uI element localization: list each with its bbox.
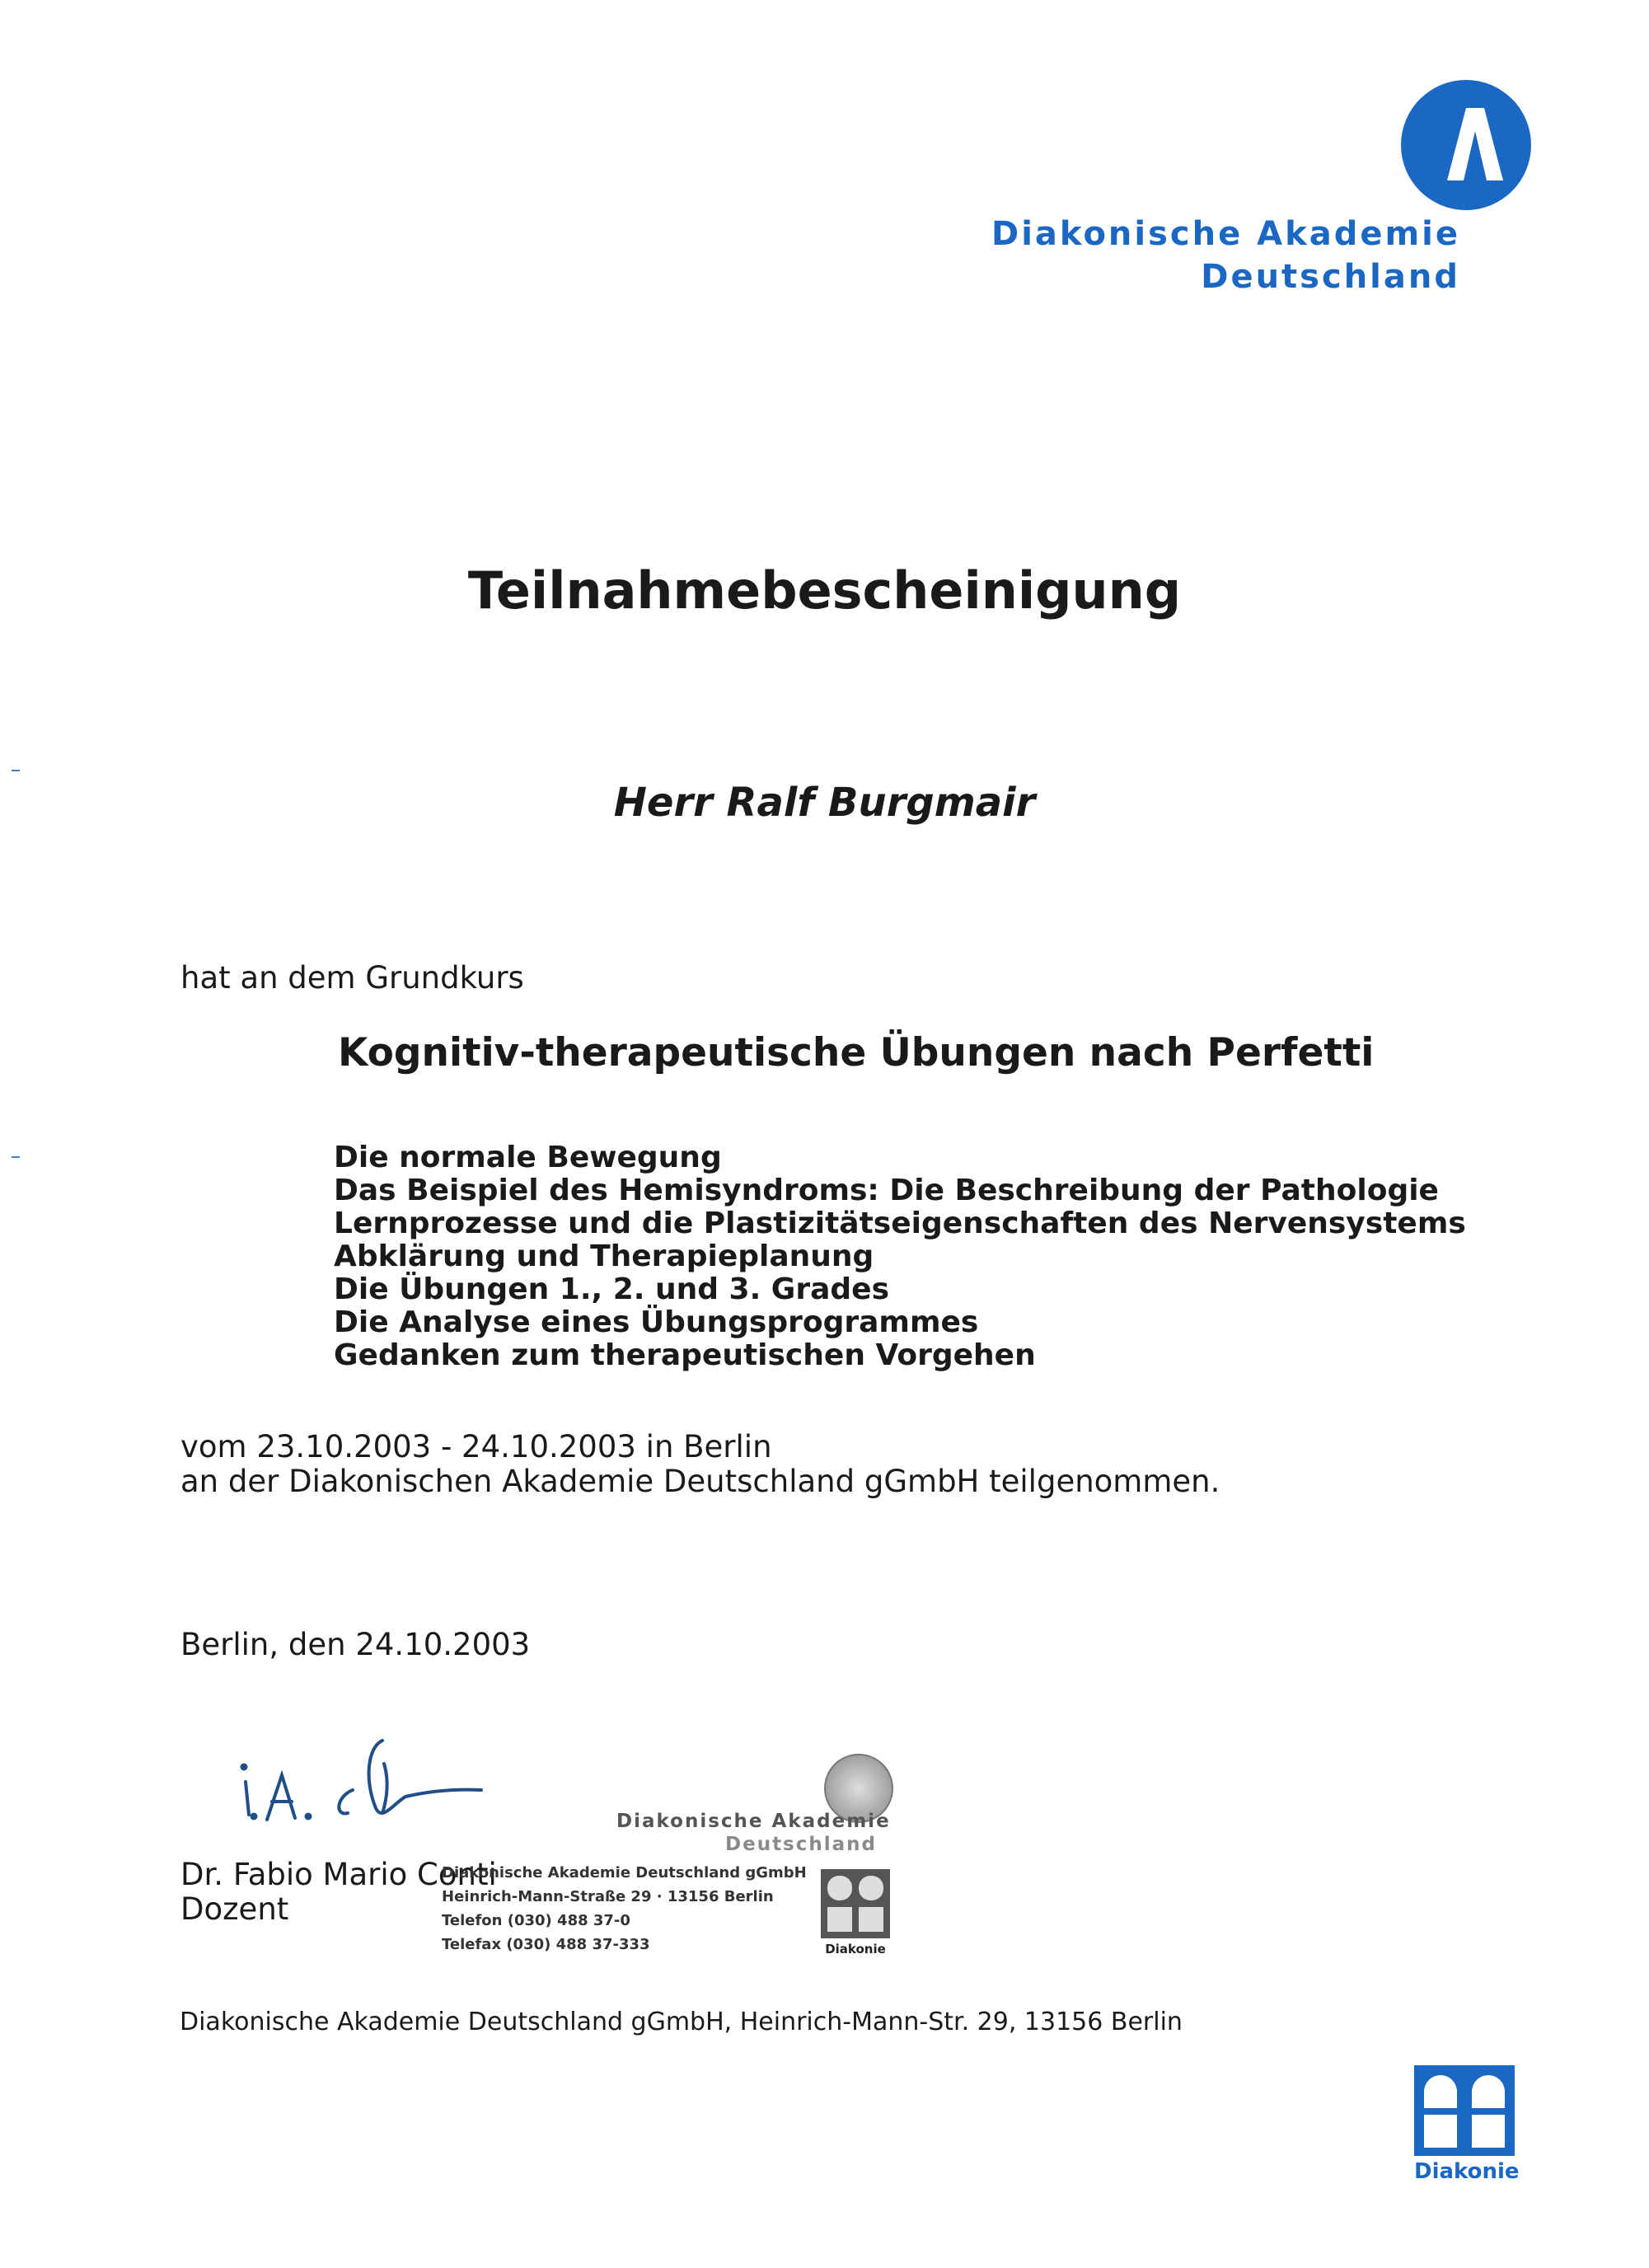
period-line: vom 23.10.2003 - 24.10.2003 in Berlin — [180, 1429, 772, 1464]
stamp-logo-label: Diakonie — [825, 1942, 886, 1956]
topic-item: Gedanken zum therapeutischen Vorgehen — [334, 1338, 1036, 1372]
topic-item: Das Beispiel des Hemisyndroms: Die Beschreibung der Pathologie — [334, 1174, 1439, 1207]
footer-address: Diakonische Akademie Deutschland gGmbH, Heinrich-Mann-Str. 29, 13156 Berlin — [180, 2008, 1183, 2036]
recipient-name: Herr Ralf Burgmair — [613, 780, 1036, 826]
course-title: Kognitiv-therapeutische Übungen nach Perfetti — [338, 1030, 1375, 1075]
topic-item: Die normale Bewegung — [334, 1141, 722, 1174]
org-name-line1: Diakonische Akademie — [991, 215, 1460, 253]
topic-item: Die Übungen 1., 2. und 3. Grades — [334, 1272, 889, 1306]
stamp-street: Heinrich-Mann-Straße 29 · 13156 Berlin — [442, 1888, 774, 1905]
stamp-fax: Telefax (030) 488 37-333 — [442, 1936, 650, 1953]
topic-item: Lernprozesse und die Plastizitätseigenschaften des Nervensystems — [334, 1207, 1466, 1240]
org-name-line2: Deutschland — [1201, 258, 1460, 296]
stamp-heading-line1: Diakonische Akademie — [616, 1811, 891, 1832]
topic-item: Die Analyse eines Übungsprogrammes — [334, 1305, 979, 1339]
handwritten-signature — [229, 1731, 501, 1841]
diakonie-cross-icon — [1414, 2065, 1515, 2156]
stamp-phone: Telefon (030) 488 37-0 — [442, 1912, 630, 1929]
akademie-logo-icon — [1401, 80, 1531, 210]
place-date: Berlin, den 24.10.2003 — [180, 1627, 531, 1662]
signer-name: Dr. Fabio Mario Conti — [180, 1857, 497, 1892]
margin-mark — [12, 770, 20, 771]
intro-text: hat an dem Grundkurs — [180, 960, 524, 996]
diakonie-cross-icon — [821, 1869, 890, 1938]
margin-mark — [12, 1156, 20, 1158]
stamp-heading — [616, 1810, 891, 1856]
stamp-address — [442, 1861, 807, 1956]
topic-item: Abklärung und Therapieplanung — [334, 1239, 874, 1273]
topic-list — [334, 1141, 1466, 1372]
signer-role: Dozent — [180, 1891, 289, 1927]
stamp-heading-line2: Deutschland — [725, 1834, 877, 1855]
org-name — [991, 213, 1460, 298]
period-text — [180, 1430, 1220, 1499]
stamp-org: Diakonische Akademie Deutschland gGmbH — [442, 1864, 807, 1881]
diakonie-logo — [1414, 2065, 1520, 2184]
diakonie-label: Diakonie — [1414, 2159, 1520, 2184]
stamp-diakonie-logo — [821, 1869, 890, 1956]
document-title: Teilnahmebescheinigung — [467, 560, 1182, 621]
participation-line: an der Diakonischen Akademie Deutschland gGmbH teilgenommen. — [180, 1464, 1220, 1499]
